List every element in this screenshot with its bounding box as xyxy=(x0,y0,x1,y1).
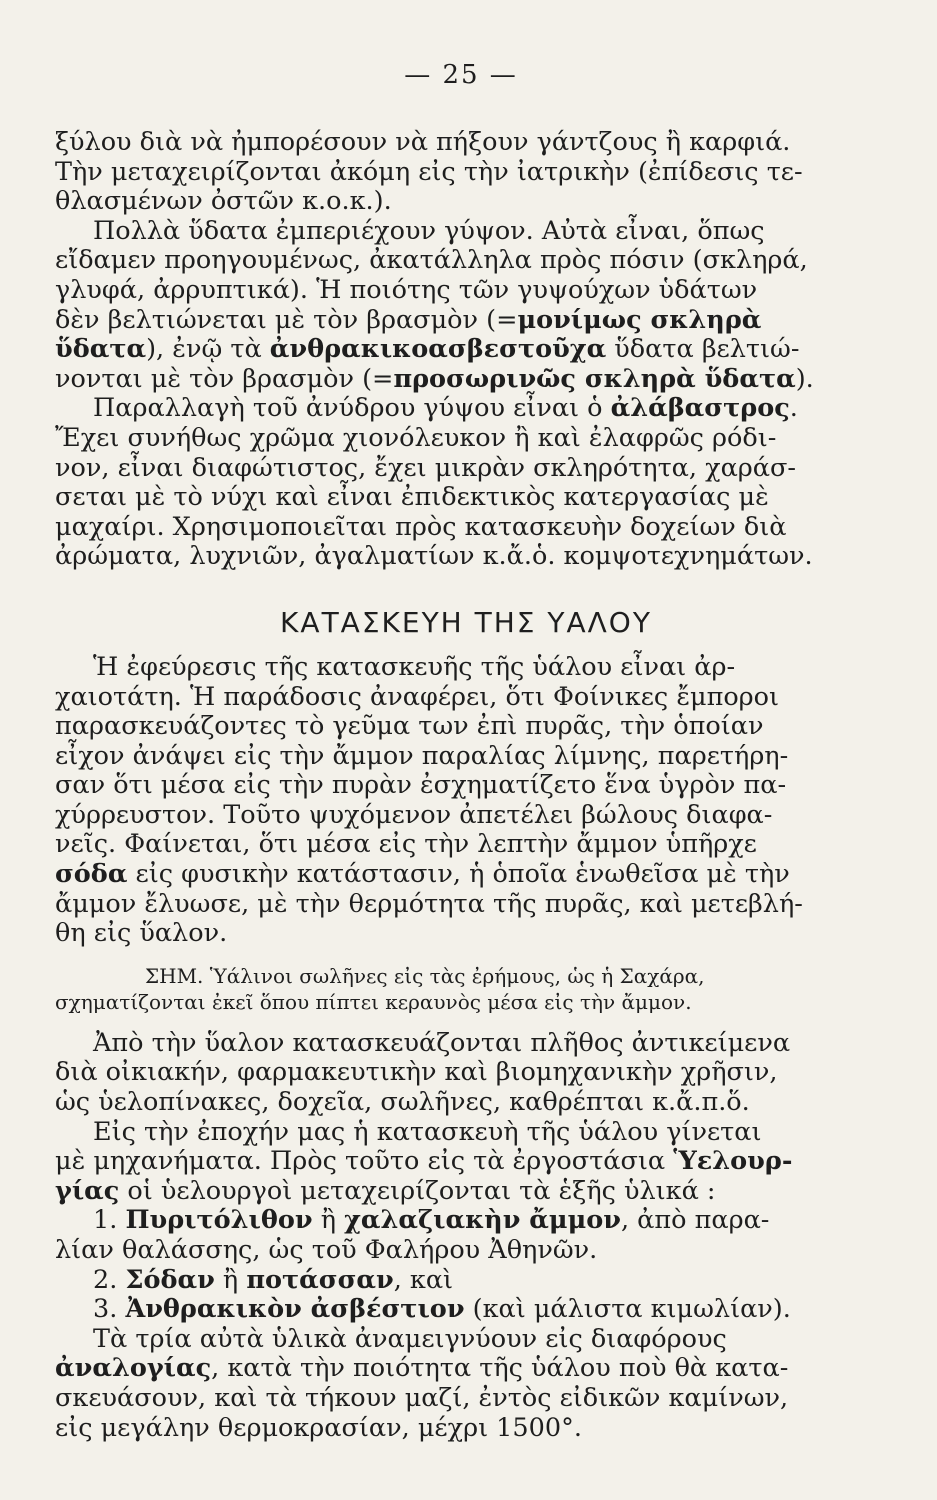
text-line xyxy=(55,276,837,306)
text-run: ), ἐνῷ τὰ xyxy=(146,334,270,365)
text-line: ξύλου διὰ νὰ ἠμπορέσουν νὰ πήξουν γάντζους ἢ καρφιά. xyxy=(55,127,791,157)
text-run: 1. xyxy=(93,1205,126,1236)
text-line xyxy=(55,890,837,920)
text-run: Ἡ ἐφεύρεσις τῆς κατασκευῆς τῆς ὑάλου εἶναι ἀρ- xyxy=(93,651,736,682)
text-run: ἀρώματα, λυχνιῶν, ἀγαλματίων κ.ἄ.ὁ. κομψοτεχνημάτων. xyxy=(55,541,813,572)
paragraph-5 xyxy=(55,1029,837,1118)
text-run: λίαν θαλάσσης, ὡς τοῦ Φαλήρου Ἀθηνῶν. xyxy=(55,1235,598,1265)
text-line xyxy=(55,394,837,424)
text-line xyxy=(55,1147,837,1177)
bold-term: προσωρινῶς σκληρὰ ὕδατα xyxy=(393,363,796,394)
text-line xyxy=(55,365,837,395)
text-run: Παραλλαγὴ τοῦ ἀνύδρου γύψου εἶναι ὁ xyxy=(93,393,611,424)
text-line xyxy=(55,1414,837,1444)
bold-term: σόδα xyxy=(55,859,128,890)
page-number: — 25 — xyxy=(404,60,518,90)
paragraph-6 xyxy=(55,1118,837,1207)
text-run: σεται μὲ τὸ νύχι καὶ εἶναι ἐπιδεκτικὸς κατεργασίας μὲ xyxy=(55,482,769,513)
bold-term: μονίμως σκληρὰ xyxy=(517,304,762,335)
bold-term: χαλαζιακὴν ἄμμον xyxy=(344,1205,621,1236)
text-line xyxy=(55,860,837,890)
bold-term: ἀναλογίας xyxy=(55,1353,212,1384)
paragraph-4 xyxy=(55,653,837,949)
text-run: νον, εἶναι διαφώτιστος, ἔχει μικρὰν σκληρότητα, χαράσ- xyxy=(55,452,797,483)
text-line xyxy=(55,1118,837,1148)
text-run: ). xyxy=(795,363,814,394)
text-run: . xyxy=(789,393,798,424)
text-line xyxy=(55,335,837,365)
text-run: μὲ μηχανήματα. Πρὸς τοῦτο εἰς τὰ ἐργοστάσια xyxy=(55,1146,674,1177)
paragraph-1 xyxy=(55,128,837,217)
text-line xyxy=(55,454,837,484)
text-run: ἢ xyxy=(312,1205,345,1236)
text-line xyxy=(55,801,837,831)
text-line xyxy=(55,513,837,543)
text-run: γλυφά, ἀρρυπτικά). Ἡ ποιότης τῶν γυψούχων ὑδάτων xyxy=(55,274,758,305)
text-run: Εἰς τὴν ἐποχήν μας ἡ κατασκευὴ τῆς ὑάλου γίνεται xyxy=(93,1116,762,1147)
footnote-line: ΣΗΜ. Ὑάλινοι σωλῆνες εἰς τὰς ἐρήμους, ὡς ἡ Σαχάρα, xyxy=(145,963,705,988)
text-run: ἄμμον ἔλυωσε, μὲ τὴν θερμότητα τῆς πυρᾶς, καὶ μετεβλή- xyxy=(55,888,803,919)
bold-term: Ἀνθρακικὸν ἀσβέστιον xyxy=(125,1294,465,1325)
text-line xyxy=(55,712,837,742)
text-run: (καὶ μάλιστα κιμωλίαν). xyxy=(464,1294,791,1325)
text-run: εἶχον ἀνάψει εἰς τὴν ἄμμον παραλίας λίμνης, παρετήρη- xyxy=(55,740,789,771)
text-line xyxy=(55,246,837,276)
text-run: χύρρευστον. Τοῦτο ψυχόμενον ἀπετέλει βώλους διαφα- xyxy=(55,799,773,830)
text-run: ὕδατα βελτιώ- xyxy=(606,334,800,365)
text-run: δὲν βελτιώνεται μὲ τὸν βρασμὸν (= xyxy=(55,304,518,335)
text-line xyxy=(55,830,837,860)
text-line: θλασμένων ὀστῶν κ.ο.κ.). xyxy=(55,186,392,217)
text-line xyxy=(55,653,837,683)
paragraph-7 xyxy=(55,1325,837,1443)
text-line xyxy=(55,1177,837,1207)
text-run: χαιοτάτη. Ἡ παράδοσις ἀναφέρει, ὅτι Φοίνικες ἔμποροι xyxy=(55,681,780,712)
text-line xyxy=(55,1354,837,1384)
text-run: , καὶ xyxy=(393,1264,454,1295)
bold-term: Ὑελουρ- xyxy=(673,1146,793,1177)
text-run: , ἀπὸ παρα- xyxy=(620,1205,770,1236)
text-run: σκευάσουν, καὶ τὰ τήκουν μαζί, ἐντὸς εἰδικῶν καμίνων, xyxy=(55,1382,789,1413)
text-run: Ἀπὸ τὴν ὕαλον κατασκευάζονται πλῆθος ἀντικείμενα xyxy=(93,1027,791,1058)
text-line xyxy=(55,1058,837,1088)
text-run: νονται μὲ τὸν βρασμὸν (= xyxy=(55,363,394,394)
bold-term: ὕδατα xyxy=(55,334,147,365)
text-line xyxy=(55,542,837,572)
text-run: Τὰ τρία αὐτὰ ὑλικὰ ἀναμειγνύουν εἰς διαφόρους xyxy=(93,1323,727,1354)
text-run: νεῖς. Φαίνεται, ὅτι μέσα εἰς τὴν λεπτὴν ἄμμον ὑπῆρχε xyxy=(55,829,757,860)
text-line xyxy=(55,483,837,513)
footnote xyxy=(55,963,837,1015)
text-run: εἰς μεγάλην θερμοκρασίαν, μέχρι 1500°. xyxy=(55,1412,582,1443)
text-run: εἰς φυσικὴν κατάστασιν, ἡ ὁποῖα ἑνωθεῖσα μὲ τὴν xyxy=(127,859,790,890)
text-run: ὡς ὑελοπίνακες, δοχεῖα, σωλῆνες, καθρέπται κ.ἄ.π.ὅ. xyxy=(55,1087,750,1118)
materials-list xyxy=(55,1206,837,1324)
text-line xyxy=(55,1266,837,1296)
text-line xyxy=(55,1384,837,1414)
footnote-line: σχηματίζονται ἐκεῖ ὅπου πίπτει κεραυνὸς μέσα εἰς τὴν ἄμμον. xyxy=(55,989,692,1014)
text-run: παρασκευάζοντες τὸ γεῦμα των ἐπὶ πυρᾶς, τὴν ὁποίαν xyxy=(55,711,764,742)
text-run: 2. xyxy=(93,1264,126,1295)
bold-term: Σόδαν xyxy=(125,1264,215,1295)
text-run: Ἔχει συνήθως χρῶμα χιονόλευκον ἢ καὶ ἐλαφρῶς ρόδι- xyxy=(55,422,777,453)
bold-term: ἀνθρακικοασβεστοῦχα xyxy=(269,334,607,365)
text-run: μαχαίρι. Χρησιμοποιεῖται πρὸς κατασκευὴν δοχείων διὰ xyxy=(55,511,787,542)
text-line xyxy=(55,306,837,336)
text-run: Πολλὰ ὕδατα ἐμπεριέχουν γύψον. Αὐτὰ εἶναι, ὅπως xyxy=(93,215,765,246)
text-run: σαν ὅτι μέσα εἰς τὴν πυρὰν ἐσχηματίζετο ἕνα ὑγρὸν πα- xyxy=(55,770,787,801)
text-run: θη εἰς ὕαλον. xyxy=(55,918,228,949)
paragraph-2 xyxy=(55,217,837,395)
text-line xyxy=(55,771,837,801)
text-line xyxy=(55,1295,837,1325)
paragraph-3 xyxy=(55,394,837,572)
text-line xyxy=(55,1236,837,1266)
bold-term: γίας xyxy=(55,1175,120,1206)
text-line xyxy=(55,919,837,949)
text-line xyxy=(55,1029,837,1059)
text-line xyxy=(55,1325,837,1355)
text-run: οἱ ὑελουργοὶ μεταχειρίζονται τὰ ἑξῆς ὑλικά : xyxy=(119,1175,716,1206)
text-line xyxy=(55,424,837,454)
text-run: ἢ xyxy=(214,1264,247,1295)
bold-term: ποτάσσαν xyxy=(246,1264,394,1295)
text-run: διὰ οἰκιακήν, φαρμακευτικὴν καὶ βιομηχανικὴν χρῆσιν, xyxy=(55,1057,778,1088)
text-run: 3. xyxy=(93,1294,126,1325)
text-line xyxy=(55,1088,837,1118)
bold-term: ἀλάβαστρος xyxy=(610,393,790,424)
section-heading: ΚΑΤΑΣΚΕΥΗ ΤΗΣ ΥΑΛΟΥ xyxy=(280,605,652,639)
text-line xyxy=(55,1206,837,1236)
bold-term: Πυριτόλιθον xyxy=(125,1205,313,1236)
text-run: εἴδαμεν προηγουμένως, ἀκατάλληλα πρὸς πόσιν (σκληρά, xyxy=(55,245,808,276)
text-line xyxy=(55,742,837,772)
text-line xyxy=(55,683,837,713)
text-line xyxy=(55,217,837,247)
text-run: , κατὰ τὴν ποιότητα τῆς ὑάλου ποὺ θὰ κατα- xyxy=(211,1353,789,1384)
text-line: Τὴν μεταχειρίζονται ἀκόμη εἰς τὴν ἰατρικὴν (ἐπίδεσις τε- xyxy=(55,156,803,187)
